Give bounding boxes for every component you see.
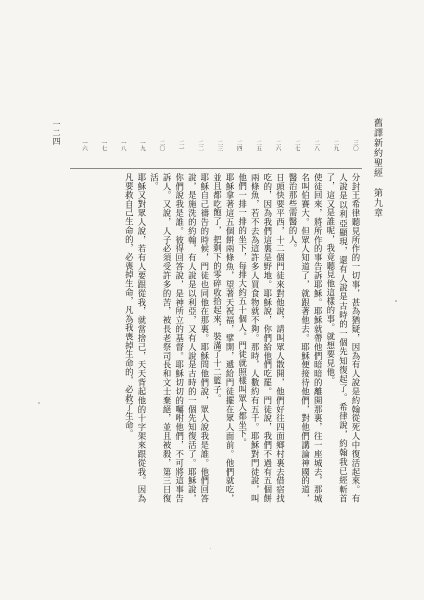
verse-marker: 一七 (100, 140, 107, 151)
paragraph: 耶穌自己禱告的時候，門徒也同他在那裏。耶穌問他們說，眾人說我是誰。他們回答說，是施洗的約翰，有人說是以利亞，又有人說是古時的一個先知復活了。耶穌說，你們說我是誰。彼得回答說，是神所立的基督。耶穌切切的囑咐他們，不可將這事告訴人。又說，人子必須受許多的苦，被長老祭司長和文士棄絕，並且被殺，第三日復活。 (149, 173, 210, 503)
paper-speck (395, 300, 397, 302)
verse-marker: 一六 (81, 140, 87, 151)
verse-marker: 二五 (255, 140, 262, 151)
paragraph: 耶穌又對眾人說，若有人要跟從我，就當捨己，天天背起他的十字架來跟從我。因為凡要救自己生命的，必喪掉生命，凡為我喪掉生命的，必救了生命。 (124, 173, 147, 503)
paragraph: 使徒回來，將所作的事告訴耶穌。耶穌就帶他們暗暗的離開那裏，往一座城去，那城名叫伯賽大。但眾人知道了，就跟著他去。耶穌便接待他們，對他們講論神國的道，醫治那些需醫的人。 (288, 173, 324, 503)
verse-marker: 一八 (119, 140, 126, 151)
verse-marker: 二四 (235, 140, 242, 151)
verse-marker: 二〇 (158, 140, 165, 151)
paragraph: 日頭快要平西，十二個門徒來對他說，請叫眾人散開，他們好往四面鄉村裏去借宿找吃的，因為我們這裏是野地。耶穌說，你們給他們吃罷。門徒說，我們不過有五個餅兩條魚，若不去為這許多人買食物就不夠。那時，人數約有五千。耶穌對門徒說，叫他們一排一排的坐下，每排大約五十個人。門徒就照樣叫眾人都坐下。 (237, 173, 286, 503)
verse-marker: 二一 (177, 140, 184, 151)
verse-marker: 二九 (332, 140, 339, 151)
paragraph: 分封王希律聽見所作的一切事，甚為猶疑，因為有人說是約翰從死人中復活起來。有人說是以利亞顯現，還有人說是古時的一個先知復起了。希律說，約翰我已經斬首了，這又是誰呢，我竟聽見他這樣的事。就想要見他。 (325, 173, 361, 503)
header-rule (70, 168, 362, 169)
paper-speck (38, 402, 40, 404)
verse-marker: 二三 (216, 140, 223, 151)
verse-marker: 二二 (197, 140, 204, 151)
body-text (66, 173, 362, 503)
verse-marker: 二六 (274, 140, 281, 151)
paper-speck (210, 548, 211, 549)
verse-marker: 一九 (139, 140, 146, 151)
verse-number-row (80, 140, 358, 168)
verse-marker: 二八 (313, 140, 320, 151)
page-number: 一二四 (52, 120, 61, 146)
verse-marker: 三〇 (351, 140, 358, 151)
paragraph: 耶穌拿著這五個餅兩條魚，望著天祝福，擘開，遞給門徒擺在眾人面前。他們就吃，並且都吃飽了，把剩下的零碎收拾起來，裝滿了十二籃子。 (212, 173, 236, 503)
verse-marker: 二七 (293, 140, 300, 151)
running-title: 舊譯新約聖經 第九章 (372, 118, 382, 218)
